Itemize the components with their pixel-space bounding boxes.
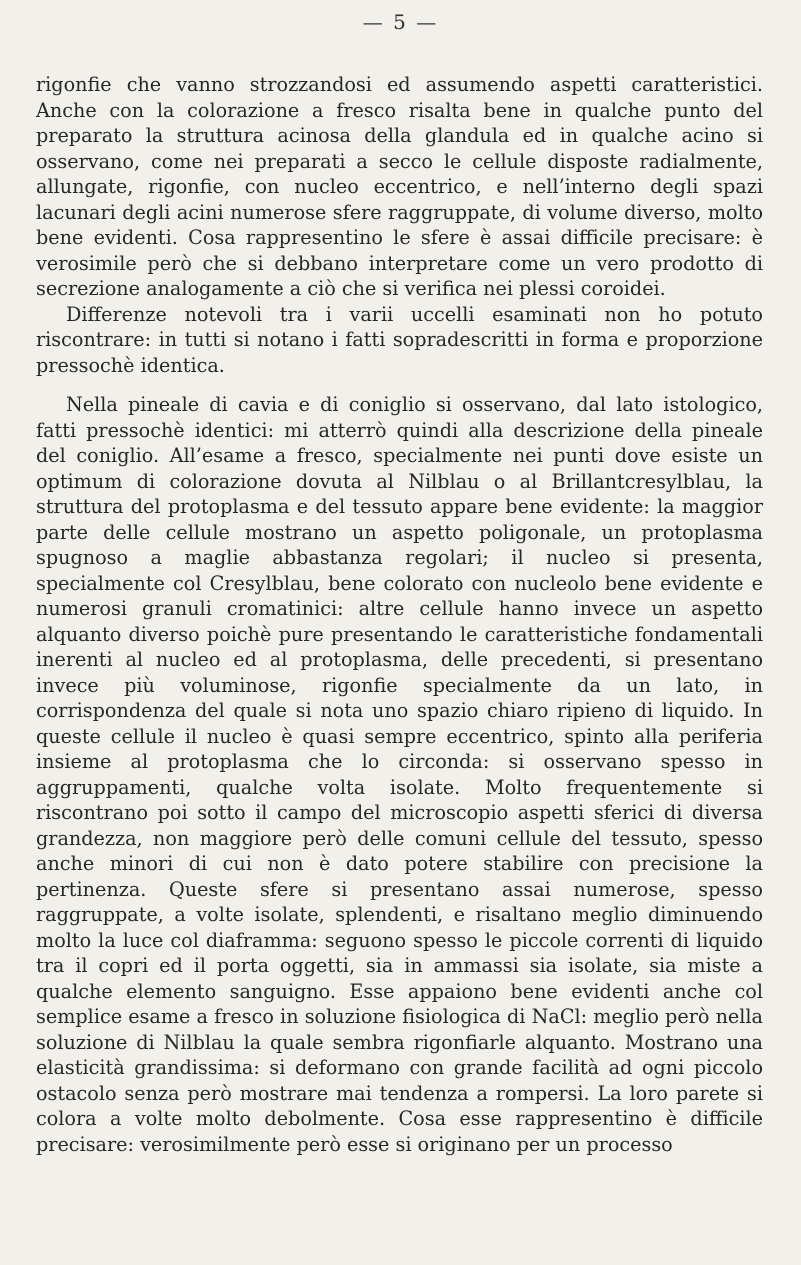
paragraph-pineal-guinea-pig-rabbit: Nella pineale di cavia e di coniglio si osservano, dal lato istologico, fatti pressochè identici: mi atterrò quindi alla descrizione della pineale del coniglio. All’esame a fresco, specialmente nei punti dove esiste un optimum di colorazione dovuta al Nilblau o al Brillantcresylblau, la struttura del protoplasma e del tessuto appare bene evidente: la maggior parte delle cellule mostrano un aspetto poligonale, un protoplasma spugnoso a maglie abbastanza regolari; il nucleo si presenta, specialmente col Cresylblau, bene colorato con nucleolo bene evidente e numerosi granuli cromatinici: altre cellule hanno invece un aspetto alquanto diverso poichè pure presentando le caratteristiche fondamentali inerenti al nucleo ed al protoplasma, delle precedenti, si presentano invece più voluminose, rigonfie specialmente da un lato, in corrispondenza del quale si nota uno spazio chiaro ripieno di liquido. In queste cellule il nucleo è quasi sempre eccentrico, spinto alla periferia insieme al protoplasma che lo circonda: si osservano spesso in aggruppamenti, qualche volta isolate. Molto frequentemente si riscontrano poi sotto il campo del microscopio aspetti sferici di diversa grandezza, non maggiore però delle comuni cellule del tessuto, spesso anche minori di cui non è dato potere stabilire con precisione la pertinenza. Queste sfere si presentano assai numerose, spesso raggruppate, a volte isolate, splendenti, e risaltano meglio diminuendo molto la luce col diaframma: seguono spesso le piccole correnti di liquido tra il copri ed il porta oggetti, sia in ammassi sia isolate, sia miste a qualche elemento sanguigno. Esse appaiono bene evidenti anche col semplice esame a fresco in soluzione fisiologica di NaCl: meglio però nella soluzione di Nilblau la quale sembra rigonfiarle alquanto. Mostrano una elasticità grandissima: si deformano con grande facilità ad ogni piccolo ostacolo senza però mostrare mai tendenza a rompersi. La loro parete si colora a volte molto debolmente. Cosa esse rappresentino è difficile precisare: verosimilmente però esse si originano per un processo — [36, 393, 763, 1156]
page-number: — 5 — — [362, 10, 439, 34]
body-text — [36, 72, 763, 1157]
paragraph-differences: Differenze notevoli tra i varii uccelli esaminati non ho potuto riscontrare: in tutti si notano i fatti sopradescritti in forma e proporzione pressochè identica. — [36, 302, 763, 377]
paragraph-gap — [36, 378, 763, 392]
paragraph-continuation: rigonfie che vanno strozzandosi ed assumendo aspetti caratteristici. Anche con la colorazione a fresco risalta bene in qualche punto del preparato la struttura acinosa della glandula ed in qualche acino si osservano, come nei preparati a secco le cellule disposte radialmente, allungate, rigonfie, con nucleo eccentrico, e nell’interno degli spazi lacunari degli acini numerose sfere raggruppate, di volume diverso, molto bene evidenti. Cosa rappresentino le sfere è assai difficile precisare: è verosimile però che si debbano interpretare come un vero prodotto di secrezione analogamente a ciò che si verifica nei plessi coroidei. — [36, 73, 763, 300]
